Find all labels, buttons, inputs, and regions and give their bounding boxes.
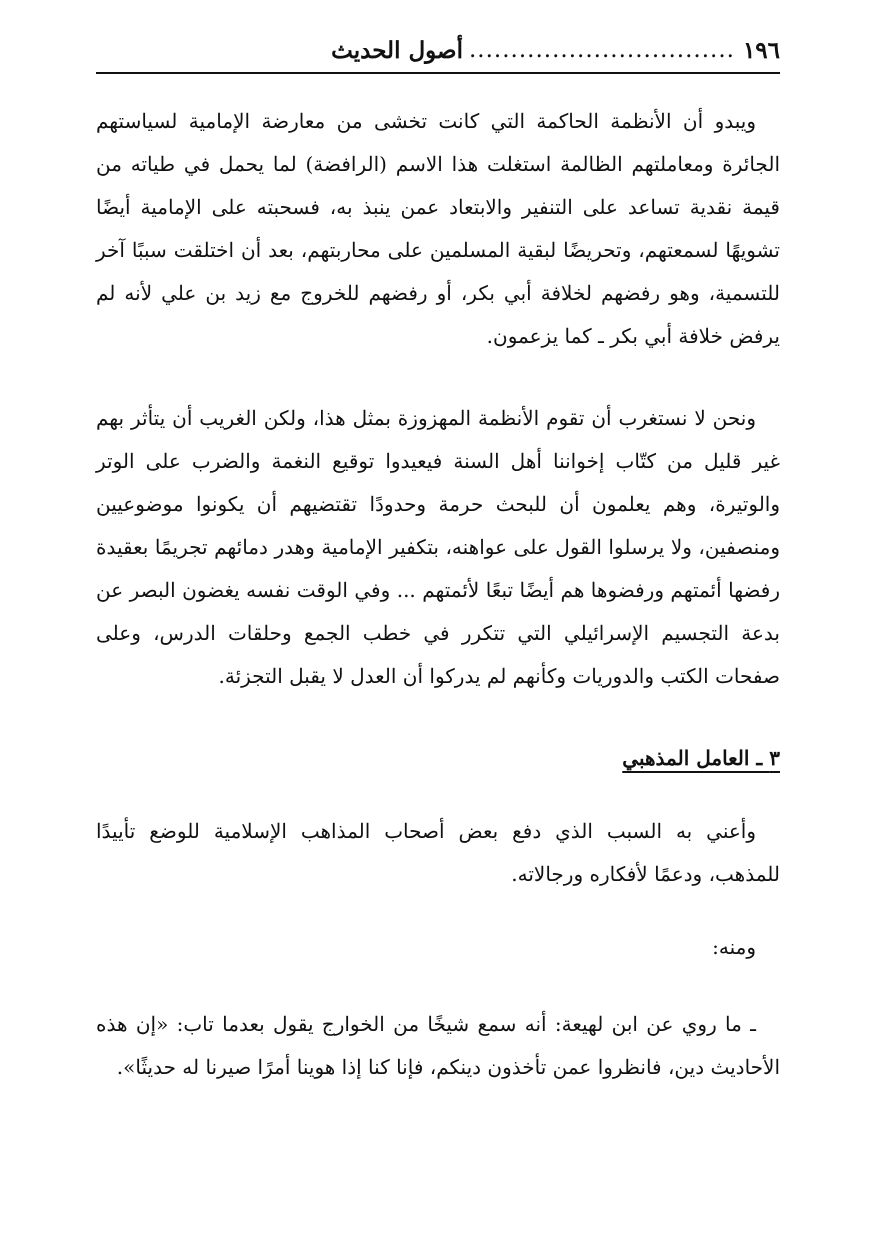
- paragraph-2: ونحن لا نستغرب أن تقوم الأنظمة المهزوزة بمثل هذا، ولكن الغريب أن يتأثر بهم غير قليل من كتّاب إخواننا أهل السنة فيعيدوا توقيع النغمة والضرب على الوتر والوتيرة، وهم يعلمون أن للبحث حرمة وحدودًا تقتضيهم أن يكونوا موضوعيين ومنصفين، ولا يرسلوا القول على عواهنه، بتكفير الإمامية وهدر دمائهم تجريمًا بعقيدة رفضها أئمتهم ورفضوها هم أيضًا تبعًا لأئمتهم ... وفي الوقت نفسه يغضون البصر عن بدعة التجسيم الإسرائيلي التي تتكرر في خطب الجمع وحلقات الدرس، وعلى صفحات الكتب والدوريات وكأنهم لم يدركوا أن العدل لا يقبل التجزئة.: [96, 406, 780, 688]
- paragraph-spacer: [96, 969, 780, 1003]
- page-number: ١٩٦: [742, 36, 780, 64]
- running-header: [96, 30, 780, 70]
- paragraph-spacer: [96, 358, 780, 397]
- paragraph-spacer: [96, 896, 780, 926]
- paragraph-spacer: [96, 780, 780, 810]
- paragraph-1: ويبدو أن الأنظمة الحاكمة التي كانت تخشى من معارضة الإمامية لسياستهم الجائرة ومعاملتهم الظالمة استغلت هذا الاسم (الرافضة) لما يحمل في طياته من قيمة نقدية تساعد على التنفير والابتعاد عمن ينبذ به، فسحبته على الإمامية أيضًا تشويهًا لسمعتهم، وتحريضًا لبقية المسلمين على محاربتهم، بعد أن اختلقت سببًا آخر للتسمية، وهو رفضهم لخلافة أبي بكر، أو رفضهم للخروج مع زيد بن علي لأنه لم يرفض خلافة أبي بكر ـ كما يزعمون.: [96, 109, 780, 348]
- book-title: أصول الحديث: [331, 36, 463, 64]
- paragraph-spacer: [96, 698, 780, 737]
- header-leader-dots: ................................: [468, 37, 735, 63]
- paragraph-5: ـ ما روي عن ابن لهيعة: أنه سمع شيخًا من الخوارج يقول بعدما تاب: «إن هذه الأحاديث دين، فانظروا عمن تأخذون دينكم، فإنا كنا إذا هوينا أمرًا صيرنا له حديثًا».: [96, 1012, 780, 1079]
- header-rule: [96, 72, 780, 74]
- paragraph-3: وأعني به السبب الذي دفع بعض أصحاب المذاهب الإسلامية للوضع تأييدًا للمذهب، ودعمًا لأفكاره ورجالاته.: [96, 819, 780, 886]
- body-text: [96, 100, 780, 1089]
- paragraph-4: ومنه:: [712, 935, 756, 959]
- section-heading: ٣ ـ العامل المذهبي: [622, 746, 780, 770]
